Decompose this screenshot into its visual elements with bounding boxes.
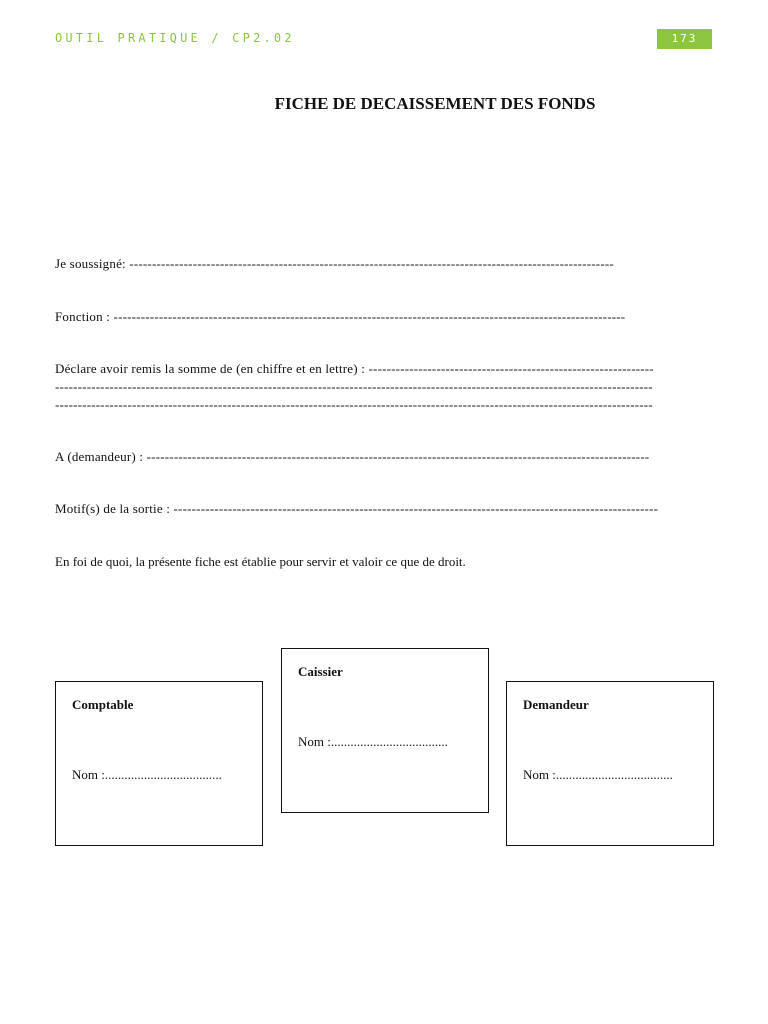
field-soussigne-text: Je soussigné: -----------------------------------------------------------------------------------------------------------: [55, 256, 614, 271]
field-fonction: [55, 308, 713, 326]
signature-box-caissier: [281, 648, 489, 813]
document-title: FICHE DE DECAISSEMENT DES FONDS: [274, 94, 596, 113]
field-demandeur: [55, 448, 713, 466]
signature-comptable-title: Comptable: [72, 697, 134, 712]
field-fonction-text: Fonction : -----------------------------------------------------------------------------------------------------------------: [55, 309, 626, 324]
field-demandeur-text: A (demandeur) : ---------------------------------------------------------------------------------------------------------------: [55, 449, 650, 464]
signature-box-comptable: [55, 681, 263, 846]
field-motif: [55, 500, 713, 518]
header-tag: OUTIL PRATIQUE / CP2.02: [55, 31, 295, 45]
signature-comptable-nom: Nom :....................................: [72, 767, 222, 782]
field-declare-line3: [55, 396, 713, 414]
signature-caissier-nom: Nom :....................................: [298, 734, 448, 749]
field-declare-line1: [55, 360, 713, 378]
closing-statement: En foi de quoi, la présente fiche est établie pour servir et valoir ce que de droit.: [55, 554, 466, 569]
signature-demandeur-title: Demandeur: [523, 697, 589, 712]
field-declare-line2: [55, 378, 713, 396]
field-declare-line1-text: Déclare avoir remis la somme de (en chiffre et en lettre) : ---------------------------------------------------------------: [55, 361, 654, 376]
signature-caissier-title: Caissier: [298, 664, 343, 679]
field-declare-line2-text: ------------------------------------------------------------------------------------------------------------------------------------: [55, 379, 653, 394]
signature-demandeur-nom: Nom :....................................: [523, 767, 673, 782]
signature-box-demandeur: [506, 681, 714, 846]
field-declare-line3-text: ------------------------------------------------------------------------------------------------------------------------------------: [55, 397, 653, 412]
field-soussigne: [55, 255, 713, 273]
field-motif-text: Motif(s) de la sortie : -----------------------------------------------------------------------------------------------------------: [55, 501, 659, 516]
page-number-badge: 173: [657, 29, 712, 49]
